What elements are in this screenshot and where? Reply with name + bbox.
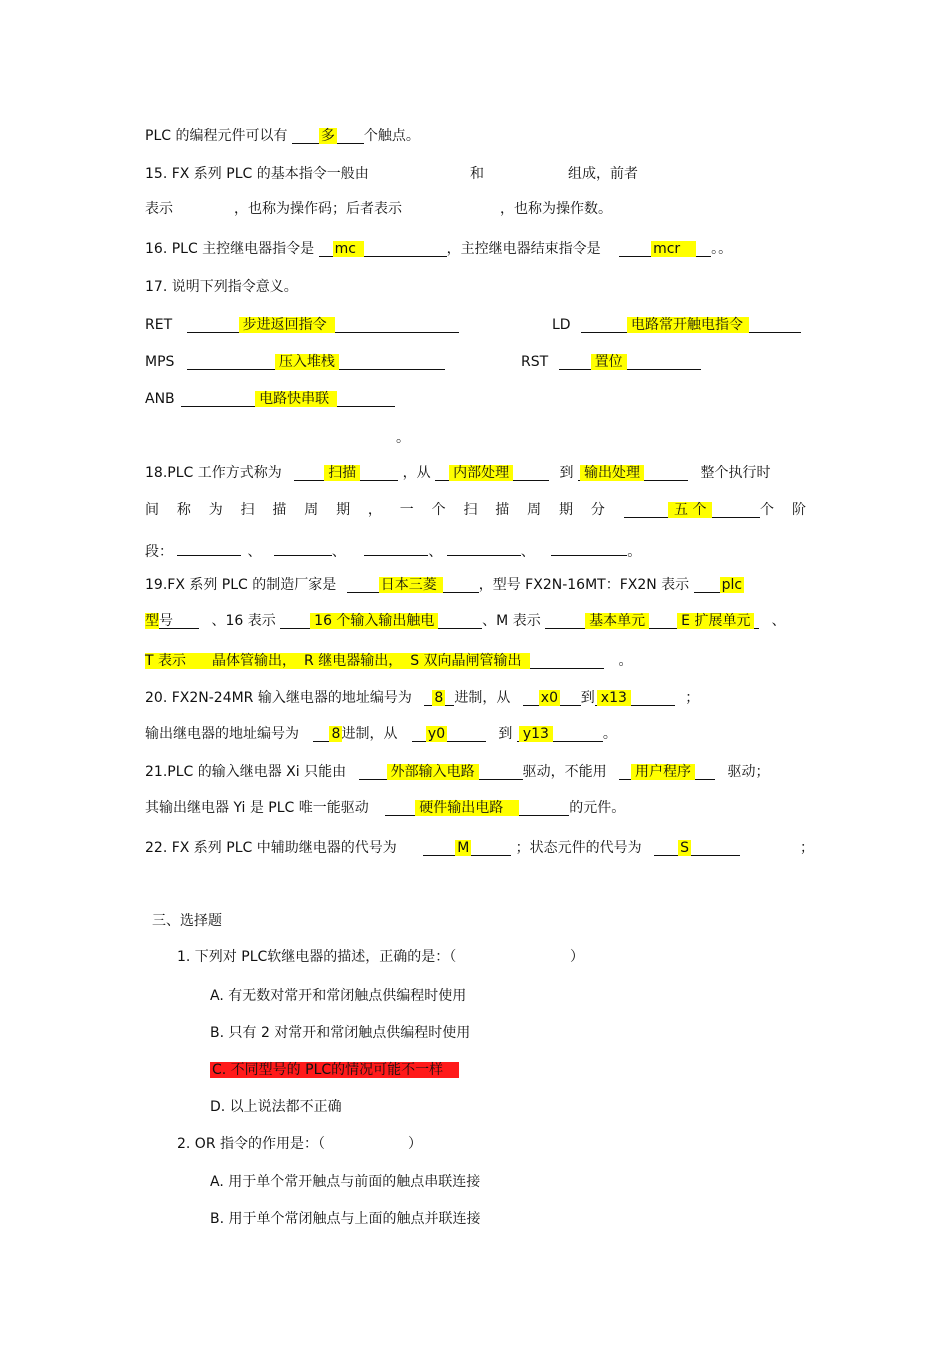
choice-q1-option-a[interactable]: A. 有无数对常开和常闭触点供编程时使用: [210, 988, 467, 1004]
q15-line2b: ，也称为操作码；后者表示: [234, 201, 402, 217]
q17-ld: LD 电路常开触电指令: [552, 315, 801, 335]
answer-blank: [551, 538, 627, 556]
q18-ge: 个: [760, 502, 774, 518]
q15-and: 和: [470, 166, 484, 182]
answer-blank: 号: [159, 611, 199, 629]
answer-blank: [274, 538, 332, 556]
choice-q1-option-b[interactable]: B. 只有 2 对常开和常闭触点供编程时使用: [210, 1025, 471, 1041]
answer-blank: 8: [424, 688, 454, 706]
answer-blank: x13: [595, 688, 675, 706]
q18-line2-answer: [624, 500, 760, 520]
q21-line1: 21.PLC 的输入继电器 Xi 只能由 外部输入电路 驱动，不能用 用户程序 驱动；: [145, 764, 770, 780]
q17-end: 。: [396, 430, 410, 446]
q16-line: 16. PLC 主控继电器指令是 mc ，主控继电器结束指令是 mcr 。。: [145, 241, 733, 257]
q20-line1: 20. FX2N-24MR 输入继电器的地址编号为 8 进制，从 x0 到 x13 ；: [145, 690, 700, 706]
q19-line3: T 表示 晶体管输出， R 继电器输出， S 双向晶闸管输出 。: [145, 653, 633, 669]
answer-blank: mc: [319, 239, 447, 257]
answer-blank: 电路快串联: [181, 389, 395, 407]
q17-title: 17. 说明下列指令意义。: [145, 279, 298, 295]
answer-blank: 基本单元 E 扩展单元: [545, 611, 759, 629]
answer-blank: M: [423, 838, 511, 856]
answer-blank: 五 个: [624, 500, 760, 518]
q17-ret: RET 步进返回指令: [145, 315, 459, 335]
answer-blank: 输出处理: [578, 463, 688, 481]
q15-text-b: 组成，前者: [568, 166, 638, 182]
q17-anb: ANB 电路快串联: [145, 389, 395, 409]
answer-blank: [292, 126, 364, 144]
q18-jie: 阶: [792, 502, 806, 518]
q22-end: ；: [800, 840, 814, 856]
choice-q2-option-b[interactable]: B. 用于单个常闭触点与上面的触点并联连接: [210, 1211, 481, 1227]
q19-line1: 19.FX 系列 PLC 的制造厂家是 日本三菱 ，型号 FX2N-16MT：FX2N 表示 plc: [145, 577, 743, 593]
answer-blank: mcr: [619, 239, 711, 257]
q21-line2: 其输出继电器 Yi 是 PLC 唯一能驱动 硬件输出电路 的元件。: [145, 800, 626, 816]
section-title: 三、选择题: [152, 913, 222, 929]
q18-line3: 段： 、 、 、 、 。: [145, 538, 641, 562]
answer-blank: x0: [523, 688, 581, 706]
answer-blank: 硬件输出电路: [385, 798, 569, 816]
answer-blank: 扫描: [294, 463, 398, 481]
answer-blank: S: [654, 838, 740, 856]
answer-blank: 用户程序: [619, 762, 715, 780]
answer-blank: 日本三菱: [347, 575, 479, 593]
choice-q2-option-a[interactable]: A. 用于单个常开触点与前面的触点串联连接: [210, 1174, 481, 1190]
answer-blank: 置位: [559, 352, 701, 370]
answer-blank: [364, 538, 428, 556]
q14-line: PLC 的编程元件可以有 多 个触点。: [145, 128, 420, 144]
q15-line2a: 表示: [145, 201, 173, 217]
answer-blank: 晶体管输出， R 继电器输出， S 双向晶闸管输出: [188, 651, 604, 669]
choice-q2: 2. OR 指令的作用是：（: [177, 1136, 326, 1152]
answer-blank: plc: [694, 575, 742, 593]
choice-q1-option-d[interactable]: D. 以上说法都不正确: [210, 1099, 342, 1115]
answer-blank: y0: [412, 724, 486, 742]
choice-q1-close: ）: [570, 949, 584, 965]
answer-blank: y13: [517, 724, 603, 742]
q15-line1: 15. FX 系列 PLC 的基本指令一般由: [145, 166, 369, 182]
answer-blank: 8: [313, 724, 341, 742]
choice-q1: 1. 下列对 PLC软继电器的描述，正确的是：（: [177, 949, 457, 965]
correct-answer-highlight: C. 不同型号的 PLC的情况可能不一样: [210, 1062, 459, 1078]
answer-blank: 压入堆栈: [187, 352, 445, 370]
q18-line1: 18.PLC 工作方式称为 扫描 ，从 内部处理 到 输出处理 整个执行时: [145, 465, 771, 481]
q19-line2: 型号 、16 表示 16 个输入输出触电 、M 表示 基本单元 E 扩展单元 、: [145, 613, 786, 629]
choice-q2-close: ）: [408, 1136, 422, 1152]
answer-blank: 内部处理: [435, 463, 549, 481]
q15-line2c: ，也称为操作数。: [500, 201, 612, 217]
answer-blank: 电路常开触电指令: [581, 315, 801, 333]
answer-blank: [177, 538, 241, 556]
answer-blank: 外部输入电路: [359, 762, 523, 780]
q22-line: 22. FX 系列 PLC 中辅助继电器的代号为 M ；状态元件的代号为 S: [145, 838, 740, 858]
answer-blank: 16 个输入输出触电: [280, 611, 482, 629]
answer-text: 多: [320, 128, 335, 144]
q20-line2: 输出继电器的地址编号为 8进制，从 y0 到 y13 。: [145, 726, 617, 742]
q17-rst: RST 置位: [521, 352, 701, 372]
q18-line2: 间 称 为 扫 描 周 期 ， 一 个 扫 描 周 期 分: [145, 502, 605, 518]
q17-mps: MPS 压入堆栈: [145, 352, 445, 372]
answer-blank: 步进返回指令: [187, 315, 459, 333]
choice-q1-option-c[interactable]: [210, 1060, 459, 1080]
answer-blank: [447, 538, 521, 556]
